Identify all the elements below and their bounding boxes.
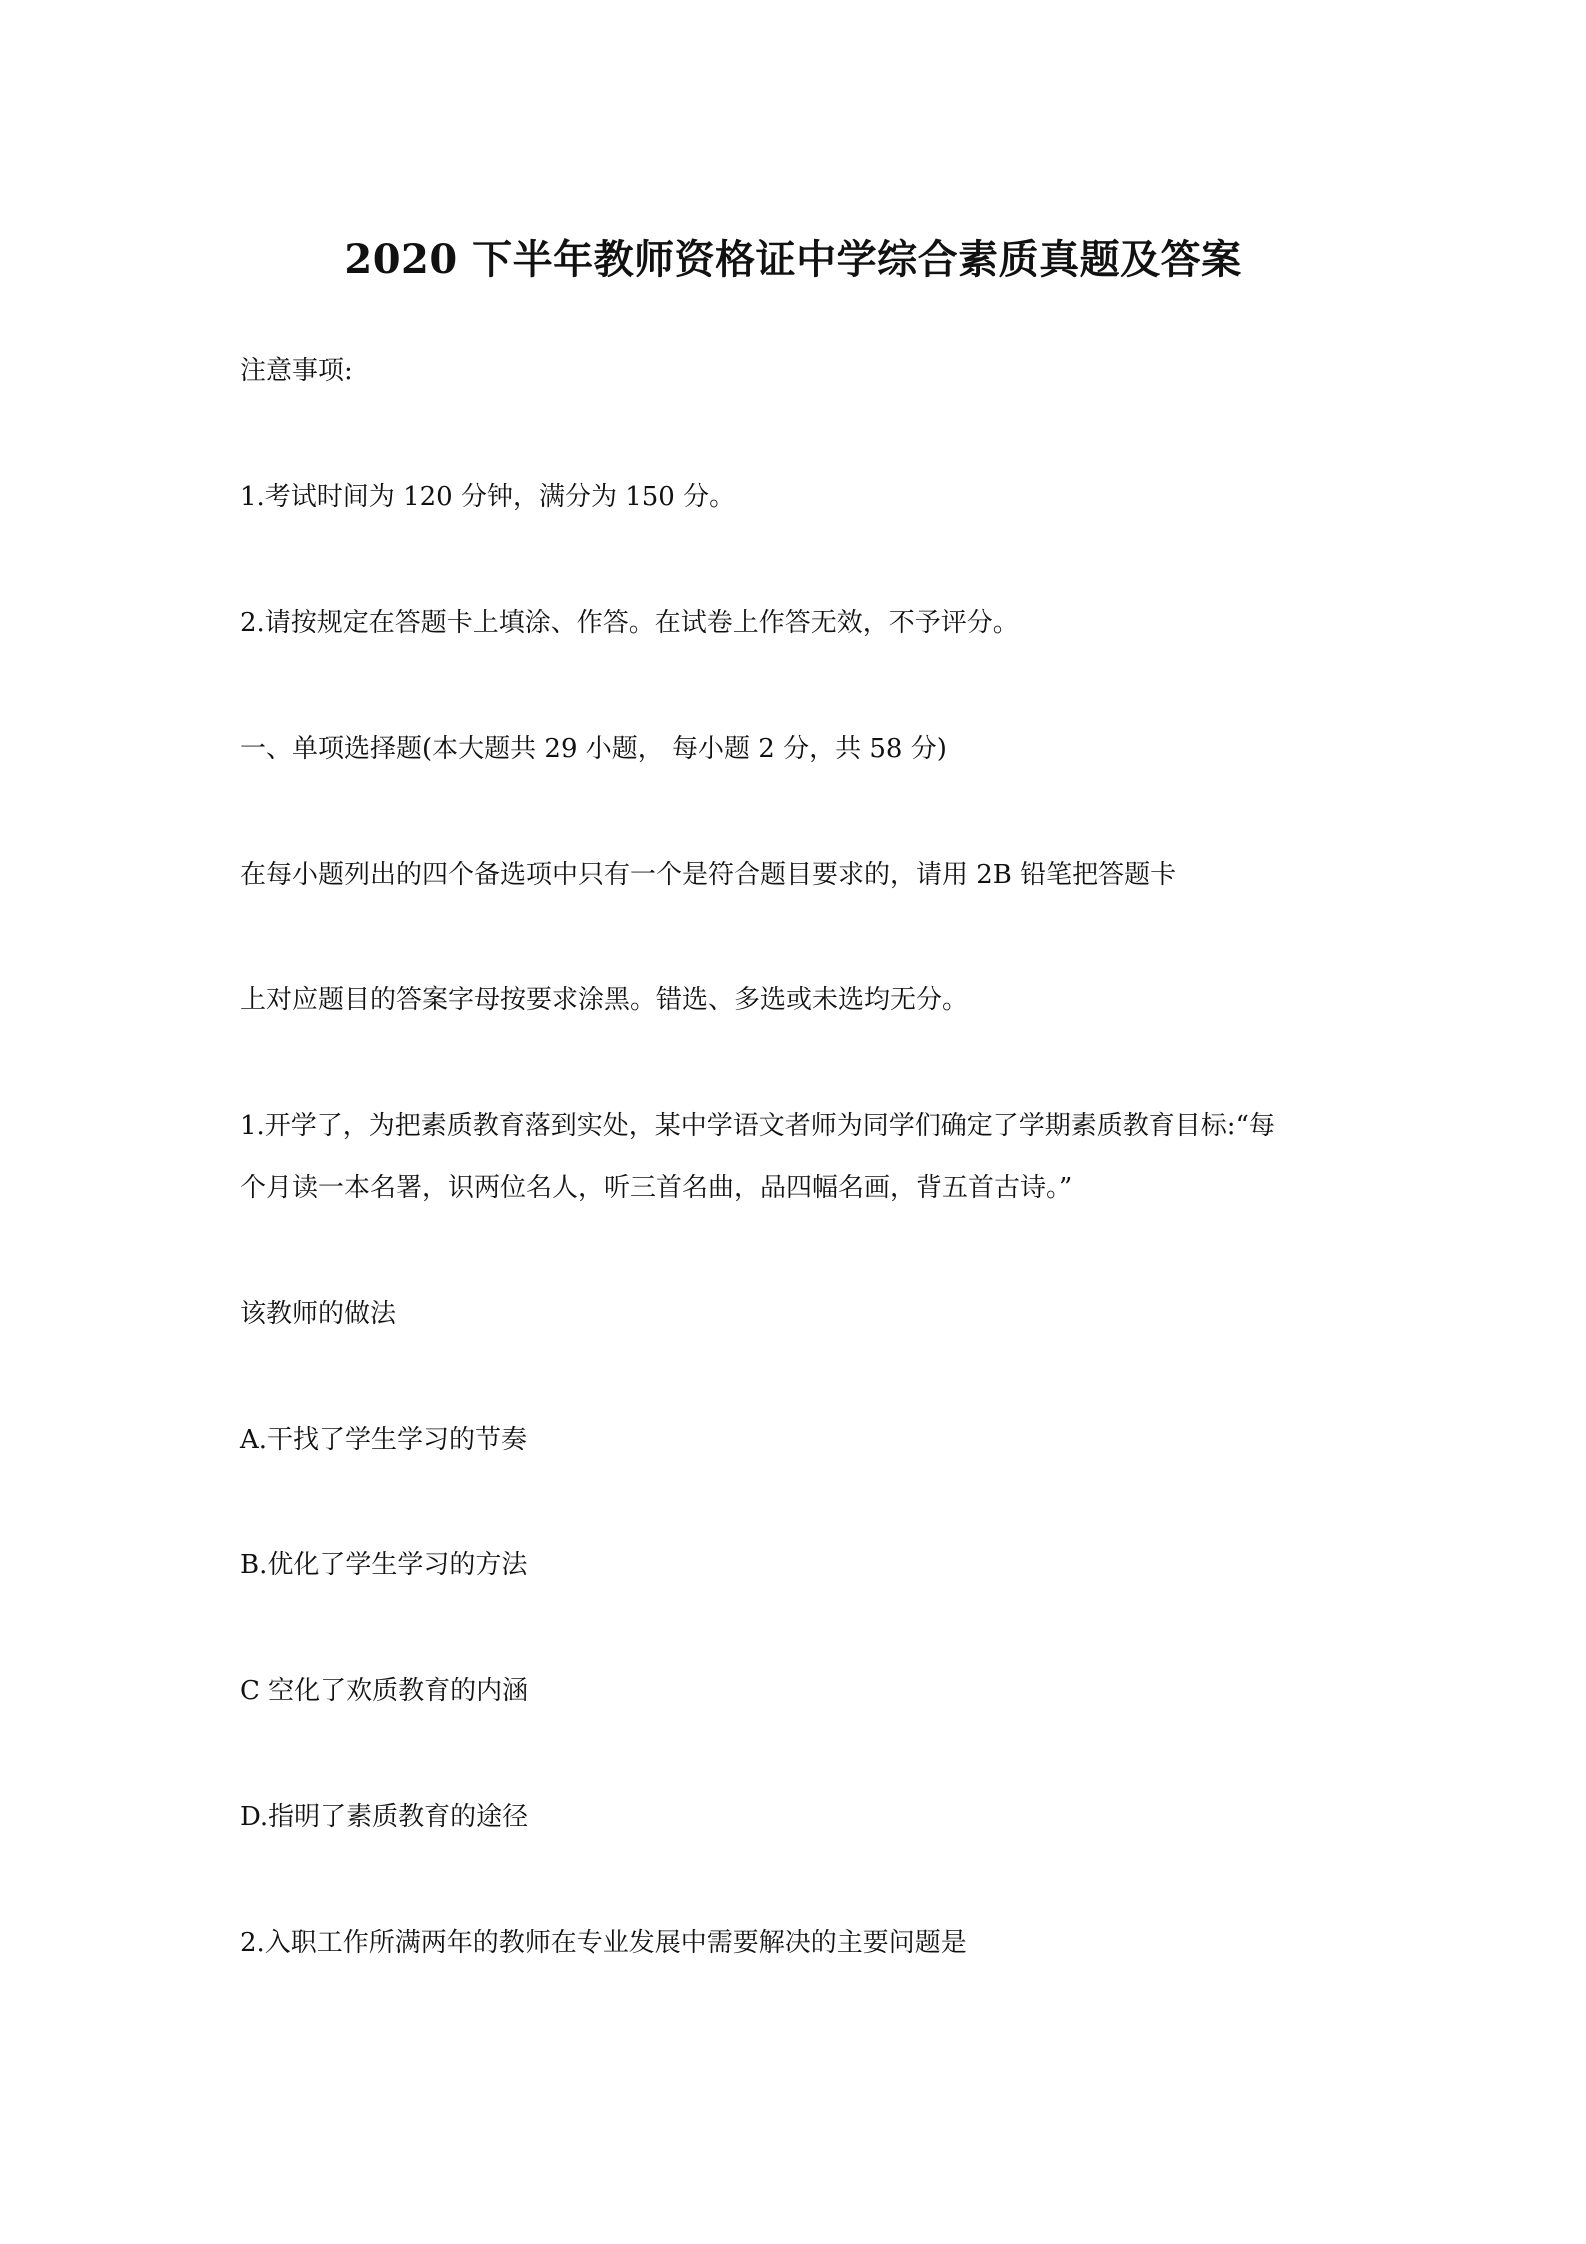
instruction-line-2: 上对应题目的答案字母按要求涂黑。错选、多选或未选均无分。 [240,985,969,1015]
question-stem-line: 2.入职工作所满两年的教师在专业发展中需要解决的主要问题是 [240,1928,967,1958]
question-stem-line: 个月读一本名署，识两位名人，听三首名曲，品四幅名画，背五首古诗。” [240,1173,1073,1203]
document-title: 2020 下半年教师资格证中学综合素质真题及答案 [344,235,1242,283]
instruction-line-1: 在每小题列出的四个备选项中只有一个是符合题目要求的，请用 2B 铅笔把答题卡 [240,860,1177,890]
question-stem-tail: 该教师的做法 [240,1299,397,1329]
notice-item-2: 2.请按规定在答题卡上填涂、作答。在试卷上作答无效，不予评分。 [240,608,1019,638]
notice-item-1: 1.考试时间为 120 分钟，满分为 150 分。 [240,482,736,512]
option-a: A.干找了学生学习的节奏 [240,1425,528,1455]
question-stem-line: 1.开学了，为把素质教育落到实处，某中学语文者师为同学们确定了学期素质教育目标:“每 [240,1111,1275,1141]
option-b: B.优化了学生学习的方法 [240,1550,528,1580]
option-c: C 空化了欢质教育的内涵 [240,1676,529,1706]
section-heading: 一、单项选择题(本大题共 29 小题， 每小题 2 分，共 58 分) [240,734,947,764]
option-d: D.指明了素质教育的途径 [240,1802,529,1832]
notice-heading: 注意事项: [240,356,353,386]
